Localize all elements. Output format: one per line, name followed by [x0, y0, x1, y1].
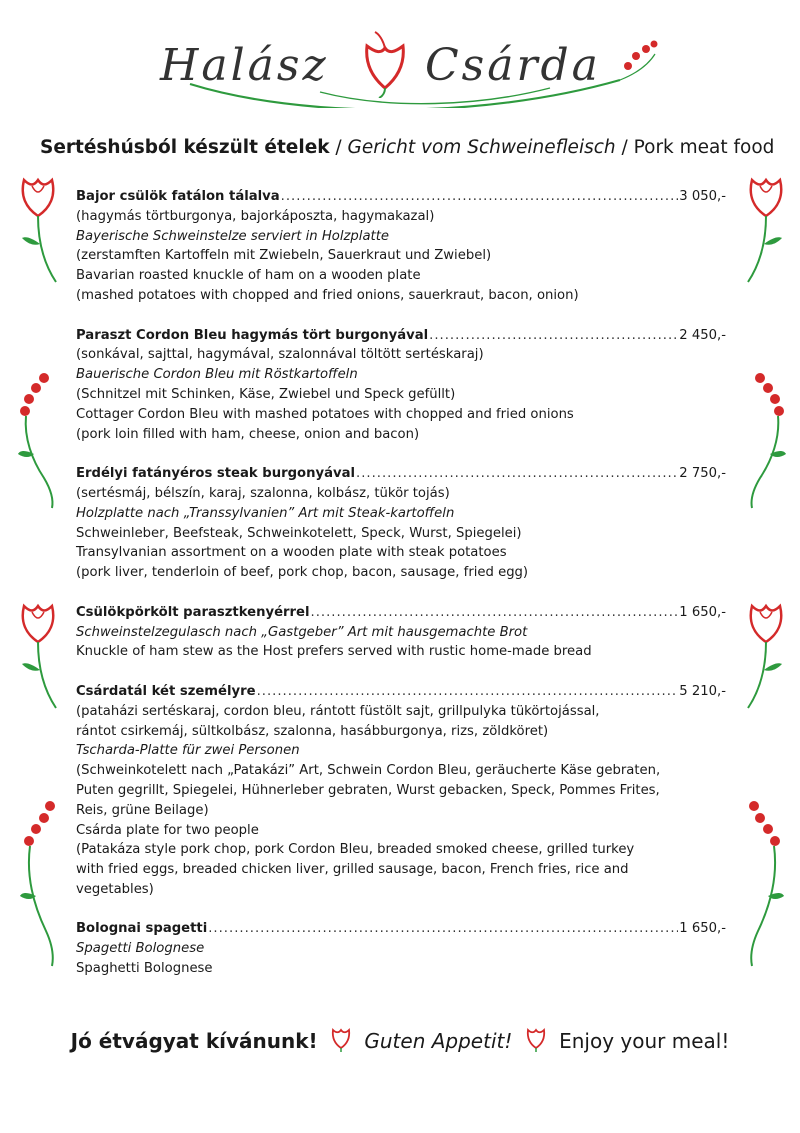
dish-description: Schweinleber, Beefsteak, Schweinkotelett, Speck, Wurst, Spiegelei) — [76, 525, 522, 541]
berry-sprig-icon — [14, 368, 64, 510]
dish-price: 2 450,- — [679, 327, 726, 343]
menu-item — [76, 326, 726, 445]
heading-separator: / — [615, 137, 634, 158]
footer-de: Guten Appetit! — [364, 1029, 513, 1053]
dish-description: (zerstamften Kartoffeln mit Zwiebeln, Sauerkraut und Zwiebel) — [76, 248, 492, 264]
logo-word-csarda: Csárda — [425, 40, 601, 91]
berry-sprig-icon — [740, 796, 790, 968]
dish-description-en: Csárda plate for two people — [76, 822, 259, 838]
logo-word-halasz: Halász — [160, 40, 329, 91]
dish-name: Bajor csülök fatálon tálalva — [76, 189, 280, 204]
dish-title-line — [76, 919, 726, 939]
dish-name: Paraszt Cordon Bleu hagymás tört burgonyával — [76, 327, 429, 343]
dish-description: (Patakáza style pork chop, pork Cordon Bleu, breaded smoked cheese, grilled turkey — [76, 842, 635, 858]
dish-price: 5 210,- — [679, 683, 726, 699]
footer-greeting — [0, 1026, 800, 1053]
dish-description: (Schweinkotelett nach „Patakázi” Art, Schwein Cordon Bleu, geräucherte Käse gebraten, — [76, 763, 661, 779]
dish-description: (pataházi sertéskaraj, cordon bleu, rántott füstölt sajt, grillpulyka tükörtojással, — [76, 703, 600, 719]
dish-description: (Schnitzel mit Schinken, Käse, Zwiebel und Speck gefüllt) — [76, 386, 456, 402]
menu-item — [76, 187, 726, 306]
dish-description-de: Holzplatte nach „Transsylvanien” Art mit Steak-kartoffeln — [76, 505, 455, 521]
dish-description-de: Schweinstelzegulasch nach „Gastgeber” Art mit hausgemachte Brot — [76, 624, 528, 640]
dish-description: with fried eggs, breaded chicken liver, grilled sausage, bacon, French fries, rice and — [76, 862, 629, 878]
dish-description-en: Transylvanian assortment on a wooden plate with steak potatoes — [76, 545, 507, 561]
heading-hu: Sertéshúsból készült ételek — [40, 137, 330, 158]
tulip-decoration-icon — [740, 598, 790, 713]
dish-description: (pork loin filled with ham, cheese, onion and bacon) — [76, 426, 420, 442]
dish-price: 1 650,- — [679, 604, 726, 620]
menu-list — [76, 187, 726, 999]
menu-item — [76, 919, 726, 978]
menu-item — [76, 603, 726, 662]
dish-description-de: Spagetti Bolognese — [76, 941, 205, 957]
heading-de: Gericht vom Schweinefleisch — [347, 137, 616, 158]
berry-sprig-icon — [14, 796, 64, 968]
dish-price: 2 750,- — [679, 466, 726, 482]
dish-title-line — [76, 464, 726, 484]
tulip-decoration-icon — [14, 172, 64, 287]
dish-description-de: Bayerische Schweinstelze serviert in Holzplatte — [76, 228, 389, 244]
dish-title-line — [76, 187, 726, 207]
dish-price: 3 050,- — [679, 189, 726, 204]
tulip-decoration-icon — [14, 598, 64, 713]
dish-name: Csárdatál két személyre — [76, 683, 256, 699]
dish-description-en: Spaghetti Bolognese — [76, 961, 213, 977]
berry-sprig-icon — [740, 368, 790, 510]
dish-description: Reis, grüne Beilage) — [76, 802, 209, 818]
dish-description: (sonkával, sajttal, hagymával, szalonnával töltött sertéskaraj) — [76, 347, 484, 363]
dish-description: rántot csirkemáj, sültkolbász, szalonna, hasábburgonya, rizs, zöldköret) — [76, 723, 549, 739]
dish-description-en: Knuckle of ham stew as the Host prefers served with rustic home-made bread — [76, 644, 592, 660]
dish-title-line — [76, 682, 726, 702]
dish-description: (hagymás törtburgonya, bajorkáposzta, hagymakazal) — [76, 208, 435, 224]
logo — [150, 22, 670, 108]
dish-description: Puten gegrillt, Spiegelei, Hühnerleber gebraten, Wurst gebacken, Speck, Pommes Frites, — [76, 782, 660, 798]
dish-description-en: Bavarian roasted knuckle of ham on a wooden plate — [76, 268, 421, 284]
dish-name: Bolognai spagetti — [76, 921, 208, 937]
footer-hu: Jó étvágyat kívánunk! — [70, 1029, 318, 1053]
dish-description-en: Cottager Cordon Bleu with mashed potatoes with chopped and fried onions — [76, 406, 574, 422]
tulip-small-icon — [525, 1026, 547, 1052]
dish-description-de: Tscharda-Platte für zwei Personen — [76, 743, 300, 759]
heading-separator: / — [329, 137, 348, 158]
menu-item — [76, 682, 726, 900]
dish-description: vegetables) — [76, 881, 154, 897]
dish-description: (pork liver, tenderloin of beef, pork chop, bacon, sausage, fried egg) — [76, 565, 529, 581]
dish-title-line — [76, 326, 726, 346]
tulip-small-icon — [330, 1026, 352, 1052]
dish-name: Csülökpörkölt parasztkenyérrel — [76, 604, 310, 620]
section-heading — [40, 137, 790, 158]
dish-price: 1 650,- — [679, 921, 726, 937]
heading-en: Pork meat food — [633, 137, 775, 158]
tulip-decoration-icon — [740, 172, 790, 287]
dish-title-line — [76, 603, 726, 623]
dish-description-de: Bauerische Cordon Bleu mit Röstkartoffeln — [76, 367, 358, 383]
footer-en: Enjoy your meal! — [559, 1029, 730, 1053]
tulip-logo-icon — [355, 28, 415, 98]
dish-description: (mashed potatoes with chopped and fried onions, sauerkraut, bacon, onion) — [76, 287, 579, 303]
dish-name: Erdélyi fatányéros steak burgonyával — [76, 466, 355, 482]
dish-description: (sertésmáj, bélszín, karaj, szalonna, kolbász, tükör tojás) — [76, 485, 450, 501]
menu-item — [76, 464, 726, 583]
